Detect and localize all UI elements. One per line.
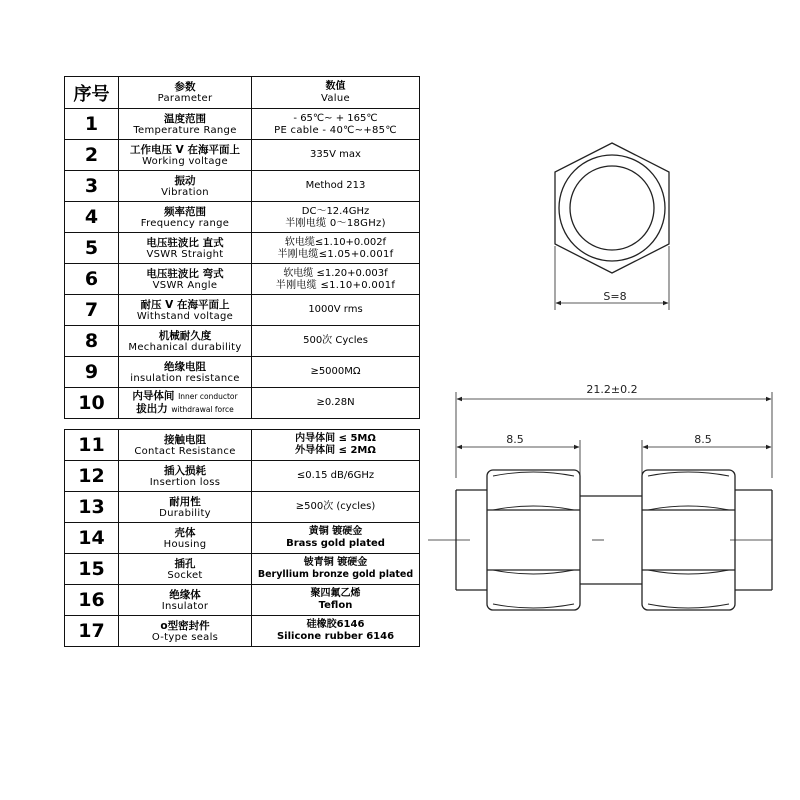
total-length-label: 21.2±0.2: [586, 383, 638, 396]
value-line-2: Silicone rubber 6146: [276, 631, 395, 642]
inner-ring: [570, 166, 654, 250]
outer-ring: [559, 155, 665, 261]
param-cn: 插孔: [174, 557, 196, 570]
row-number: 12: [65, 461, 119, 492]
param-en: Housing: [163, 538, 207, 550]
value-line-2: Brass gold plated: [286, 538, 385, 549]
param-cn: 绝缘体: [169, 588, 201, 601]
param-cn: 绝缘电阻: [164, 360, 206, 373]
row-number: 9: [65, 357, 119, 388]
param-cn: 内导体间: [132, 390, 175, 402]
param-cn: 机械耐久度: [158, 329, 212, 342]
row-number: 6: [65, 264, 119, 295]
param-en: Withstand voltage: [136, 310, 234, 322]
row-number: 7: [65, 295, 119, 326]
param-en: Socket: [167, 569, 203, 581]
row-number: 2: [65, 140, 119, 171]
row-number: 10: [65, 388, 119, 419]
param-en: Working voltage: [142, 155, 228, 167]
param-en: Insertion loss: [149, 476, 221, 488]
value-line-1: 软电缆 ≤1.20+0.003f: [283, 267, 388, 279]
value-line-2: 外导体间 ≤ 2MΩ: [295, 445, 376, 456]
value-line-1: ≥0.28N: [316, 397, 355, 408]
value-line-1: Method 213: [305, 180, 366, 191]
param-en: VSWR Angle: [152, 279, 218, 291]
header-no: 序号: [65, 77, 119, 109]
value-line-2: 半刚电缆 ≤1.10+0.001f: [275, 279, 396, 291]
param-en: Frequency range: [140, 217, 230, 229]
param-cn: 壳体: [174, 526, 196, 539]
param-cn: 频率范围: [164, 205, 206, 218]
param-cn: 耐压 V 在海平面上: [140, 298, 230, 311]
param-en: Temperature Range: [133, 124, 237, 136]
param-cn: 电压驻波比 弯式: [146, 267, 224, 280]
param-en: VSWR Straight: [146, 248, 224, 260]
right-nut-chamfer: [648, 472, 729, 608]
value-line-1: 内导体间 ≤ 5MΩ: [295, 433, 376, 444]
hex-dim-label: S=8: [603, 290, 627, 303]
row-number: 13: [65, 492, 119, 523]
row-number: 15: [65, 554, 119, 585]
row-number: 5: [65, 233, 119, 264]
value-line-2: 半刚电缆 0～18GHz): [285, 217, 386, 229]
param-en: 拔出力: [136, 403, 168, 415]
value-line-1: ≥5000MΩ: [310, 366, 361, 377]
row-number: 16: [65, 585, 119, 616]
value-line-2: 半刚电缆≤1.05+0.001f: [277, 248, 394, 260]
param-en-small: withdrawal force: [171, 405, 234, 414]
param-en: Durability: [159, 507, 211, 519]
param-cn: 耐用性: [169, 495, 201, 508]
header-param-en: Parameter: [157, 93, 213, 104]
left-nut-chamfer: [493, 472, 574, 608]
param-cn: 电压驻波比 直式: [146, 236, 224, 249]
value-line-1: 500次 Cycles: [303, 335, 368, 346]
value-line-1: 软电缆≤1.10+0.002f: [284, 236, 387, 248]
value-line-1: ≤0.15 dB/6GHz: [296, 470, 375, 481]
value-line-1: - 65℃~ + 165℃: [293, 112, 378, 124]
row-number: 1: [65, 109, 119, 140]
header-value-cn: 数值: [325, 81, 346, 92]
value-line-1: 黄铜 镀硬金: [308, 526, 363, 537]
param-cn: 温度范围: [164, 112, 206, 125]
value-line-1: ≥500次 (cycles): [295, 501, 376, 512]
param-en: O-type seals: [151, 631, 219, 643]
param-cn-small: Inner conductor: [178, 392, 238, 401]
header-param-cn: 参数: [174, 81, 196, 93]
value-line-2: PE cable - 40℃~+85℃: [274, 124, 397, 136]
param-cn: o型密封件: [160, 619, 210, 632]
value-line-1: 铍青铜 镀硬金: [303, 557, 368, 568]
param-cn: 工作电压 V 在海平面上: [130, 143, 240, 156]
value-line-1: 1000V rms: [308, 304, 363, 315]
param-en: Vibration: [161, 186, 209, 198]
value-line-1: 聚四氟乙烯: [310, 588, 361, 599]
value-line-1: DC～12.4GHz: [301, 205, 370, 217]
hex-outline: [555, 143, 669, 273]
value-line-1: 硅橡胶6146: [306, 619, 365, 630]
header-value-en: Value: [321, 93, 350, 104]
end-view: [555, 143, 669, 310]
value-line-2: Teflon: [318, 600, 353, 611]
side-view: [428, 392, 772, 610]
value-line-1: 335V max: [310, 149, 361, 160]
param-cn: 插入损耗: [164, 464, 206, 477]
param-en: Insulator: [161, 600, 209, 612]
row-number: 4: [65, 202, 119, 233]
row-number: 3: [65, 171, 119, 202]
right-nut-length-label: 8.5: [694, 433, 712, 446]
row-number: 11: [65, 430, 119, 461]
param-cn: 接触电阻: [164, 433, 206, 446]
param-cn: 振动: [174, 174, 196, 187]
value-line-2: Beryllium bronze gold plated: [257, 569, 414, 580]
row-number: 14: [65, 523, 119, 554]
row-number: 8: [65, 326, 119, 357]
param-en: insulation resistance: [130, 372, 240, 384]
row-number: 17: [65, 616, 119, 647]
left-nut-length-label: 8.5: [506, 433, 524, 446]
param-en: Contact Resistance: [134, 445, 236, 457]
param-en: Mechanical durability: [128, 341, 242, 353]
right-nut-body: [642, 470, 735, 610]
left-nut-body: [487, 470, 580, 610]
